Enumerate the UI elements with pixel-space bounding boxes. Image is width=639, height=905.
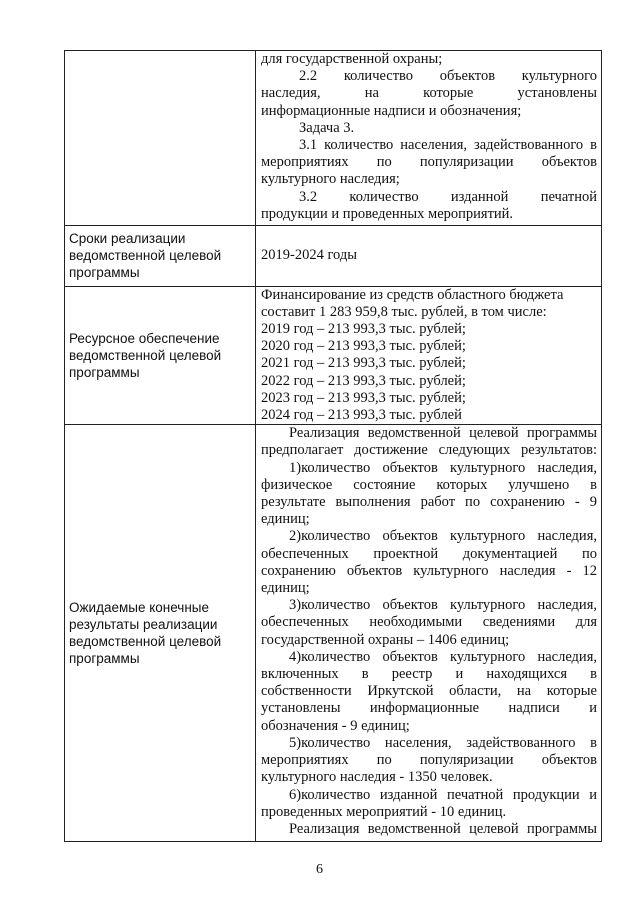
- value-text-line: наследия, на которые установлены: [261, 85, 597, 102]
- value-text-line: государственной охраны – 1406 единиц;: [261, 631, 510, 648]
- value-text-line: результате выполнения работ по сохранению - 9: [261, 494, 597, 511]
- row-label-cell: [65, 425, 256, 842]
- row-label-line: результаты реализации: [69, 617, 218, 633]
- row-label-line: программы: [69, 265, 140, 281]
- value-text-line: 2019-2024 годы: [261, 247, 357, 264]
- value-text-line: 1)количество объектов культурного наследия,: [289, 459, 597, 476]
- table-row: [65, 226, 602, 287]
- value-text-line: 2.2 количество объектов культурного: [299, 68, 597, 85]
- value-text-line: обеспеченных проектной документацией по: [261, 545, 597, 562]
- value-text-line: Реализация ведомственной целевой программы: [289, 425, 597, 442]
- program-passport-table: [64, 50, 602, 842]
- value-text-line: обеспеченных необходимыми сведениями для: [261, 614, 597, 631]
- value-text-line: мероприятиях по популяризации объектов: [261, 154, 597, 171]
- value-text-line: 2022 год – 213 993,3 тыс. рублей;: [261, 372, 466, 389]
- value-text-line: Задача 3.: [299, 119, 355, 136]
- value-text-line: 6)количество изданной печатной продукции и: [289, 786, 597, 803]
- value-text-line: Финансирование из средств областного бюджета: [261, 286, 564, 303]
- value-text-line: 2021 год – 213 993,3 тыс. рублей;: [261, 355, 466, 372]
- row-value-cell: [256, 51, 602, 226]
- value-text-line: единиц;: [261, 511, 310, 528]
- row-label-cell: [65, 286, 256, 425]
- value-text-line: 2023 год – 213 993,3 тыс. рублей;: [261, 389, 466, 406]
- value-text-line: для государственной охраны;: [261, 51, 443, 67]
- value-text-line: физическое состояние которых улучшено в: [261, 476, 597, 493]
- value-text-line: 3)количество объектов культурного наследия,: [289, 597, 597, 614]
- row-value-cell: [256, 286, 602, 425]
- value-text-line: 4)количество объектов культурного наследия,: [289, 648, 597, 665]
- value-text-line: предполагает достижение следующих результатов:: [261, 442, 597, 459]
- value-text-line: установлены информационные надписи и: [261, 700, 597, 717]
- table-row: [65, 286, 602, 425]
- value-text-line: культурного наследия - 1350 человек.: [261, 769, 493, 786]
- value-text-line: собственности Иркутской области, на которые: [261, 683, 597, 700]
- row-label-line: программы: [69, 651, 140, 667]
- value-text-line: 2)количество объектов культурного наследия,: [289, 528, 597, 545]
- page-number: 6: [316, 862, 323, 877]
- value-text-line: продукции и проведенных мероприятий.: [261, 205, 514, 222]
- value-text-line: информационные надписи и обозначения;: [261, 102, 522, 119]
- row-label-line: ведомственной целевой: [69, 634, 222, 650]
- row-label-line: Сроки реализации: [69, 231, 186, 246]
- table-row: [65, 51, 602, 226]
- row-label-line: Ожидаемые конечные: [69, 599, 209, 615]
- row-label-cell: [65, 226, 256, 287]
- value-text-line: Реализация ведомственной целевой программы: [289, 820, 597, 837]
- value-text-line: проведенных мероприятий - 10 единиц.: [261, 803, 507, 820]
- row-value-cell: [256, 425, 602, 842]
- value-text-line: 3.2 количество изданной печатной: [299, 188, 597, 205]
- value-text-line: составит 1 283 959,8 тыс. рублей, в том числе:: [261, 303, 547, 320]
- value-text-line: 3.1 количество населения, задействованного в: [299, 137, 597, 154]
- row-label-cell: [65, 51, 256, 226]
- value-text-line: 2019 год – 213 993,3 тыс. рублей;: [261, 321, 466, 338]
- value-text-line: сохранению объектов культурного наследия - 12: [261, 562, 597, 579]
- row-value-cell: [256, 226, 602, 287]
- value-text-line: включенных в реестр и находящихся в: [261, 666, 597, 683]
- value-text-line: 2024 год – 213 993,3 тыс. рублей: [261, 407, 462, 424]
- value-text-line: обозначения - 9 единиц;: [261, 717, 410, 734]
- table-row: [65, 425, 602, 842]
- row-label-line: ведомственной целевой: [69, 347, 222, 363]
- value-text-line: мероприятиях по популяризации объектов: [261, 752, 597, 769]
- value-text-line: единиц;: [261, 580, 310, 597]
- value-text-line: культурного наследия;: [261, 171, 400, 188]
- value-text-line: 5)количество населения, задействованного в: [289, 734, 597, 751]
- row-label-line: ведомственной целевой: [69, 248, 222, 264]
- row-label-line: программы: [69, 365, 140, 381]
- value-text-line: 2020 год – 213 993,3 тыс. рублей;: [261, 338, 466, 355]
- row-label-line: Ресурсное обеспечение: [69, 330, 220, 346]
